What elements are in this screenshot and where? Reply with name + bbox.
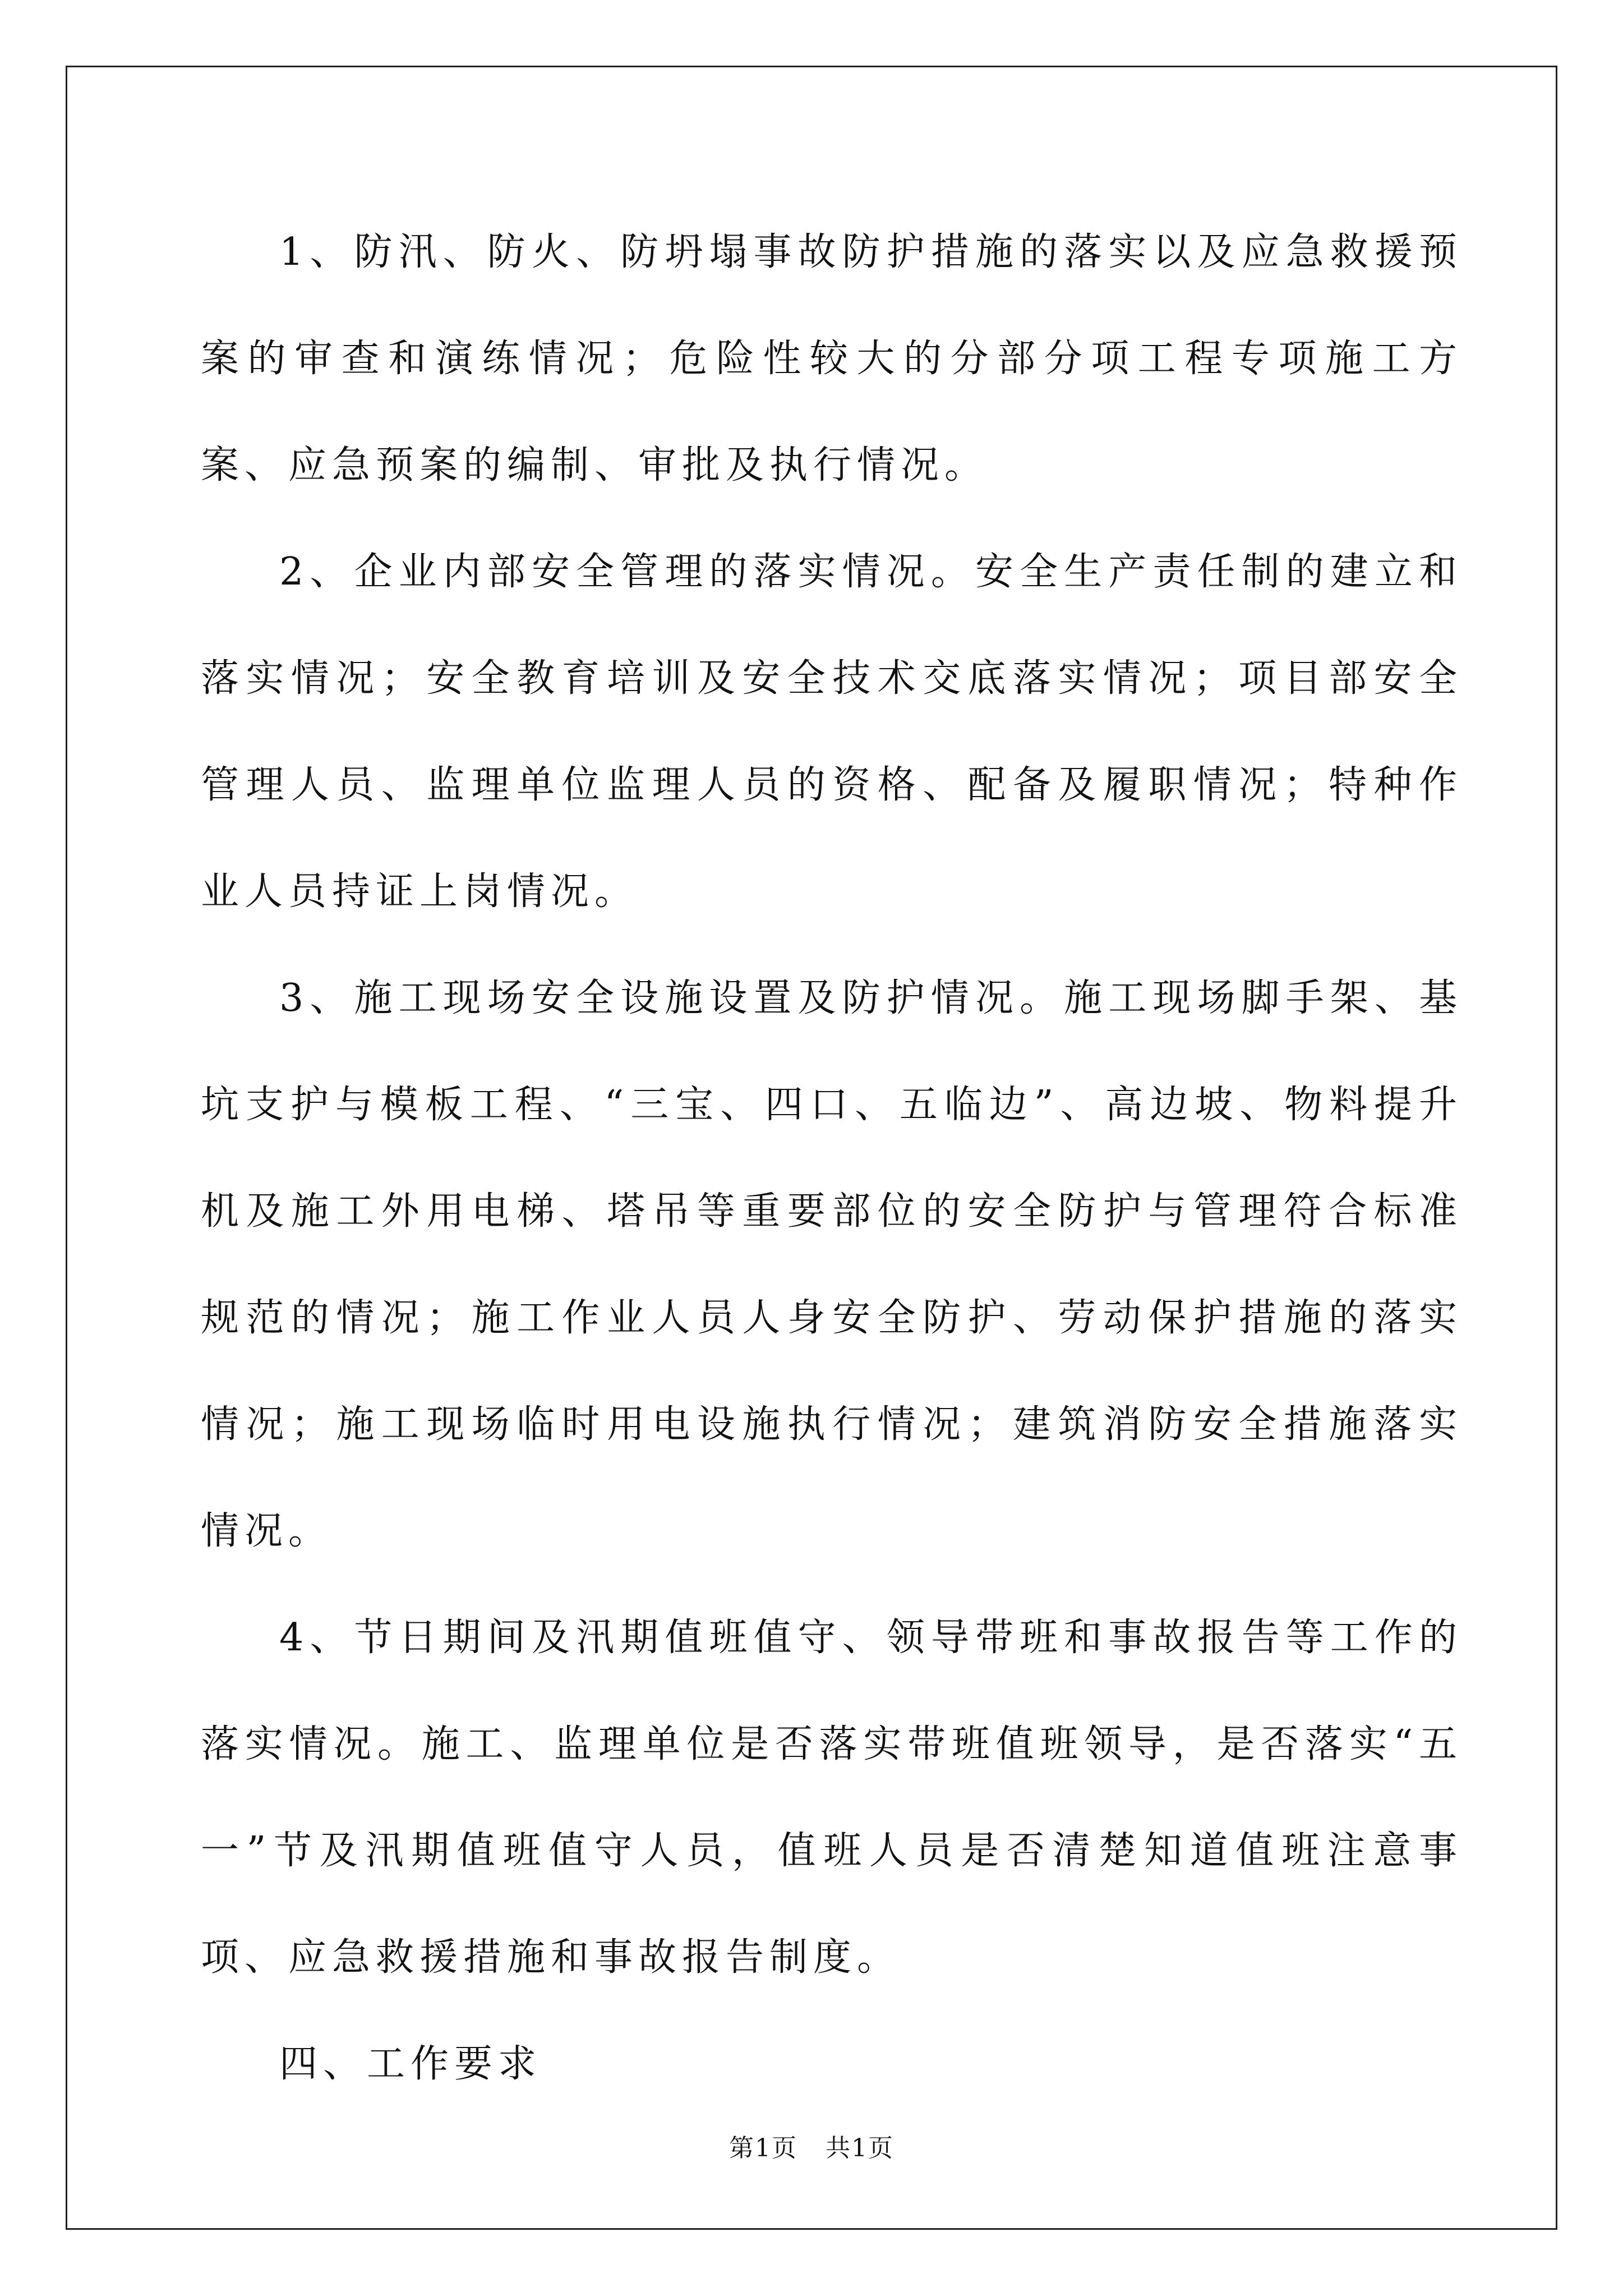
page-total: 共1页 bbox=[826, 2134, 894, 2162]
page-footer bbox=[0, 2132, 1623, 2165]
paragraph-3: 3、施工现场安全设施设置及防护情况。施工现场脚手架、基坑支护与模板工程、“三宝、四口、五临边”、高边坡、物料提升机及施工外用电梯、塔吊等重要部位的安全防护与管理符合标准规范的情况；施工作业人员人身安全防护、劳动保护措施的落实情况；施工现场临时用电设施执行情况；建筑消防安全措施落实情况。 bbox=[201, 976, 1463, 1553]
section-heading: 四、工作要求 bbox=[279, 2042, 542, 2086]
document-body bbox=[201, 199, 1463, 2118]
page-number: 第1页 bbox=[729, 2134, 797, 2162]
paragraph-1: 1、防汛、防火、防坍塌事故防护措施的落实以及应急救援预案的审查和演练情况；危险性较大的分部分项工程专项施工方案、应急预案的编制、审批及执行情况。 bbox=[201, 230, 1463, 487]
paragraph-2: 2、企业内部安全管理的落实情况。安全生产责任制的建立和落实情况；安全教育培训及安全技术交底落实情况；项目部安全管理人员、监理单位监理人员的资格、配备及履职情况；特种作业人员持证上岗情况。 bbox=[201, 550, 1463, 914]
paragraph-4: 4、节日期间及汛期值班值守、领导带班和事故报告等工作的落实情况。施工、监理单位是否落实带班值班领导，是否落实“五一”节及汛期值班值守人员，值班人员是否清楚知道值班注意事项、应急救援措施和事故报告制度。 bbox=[201, 1616, 1463, 1980]
